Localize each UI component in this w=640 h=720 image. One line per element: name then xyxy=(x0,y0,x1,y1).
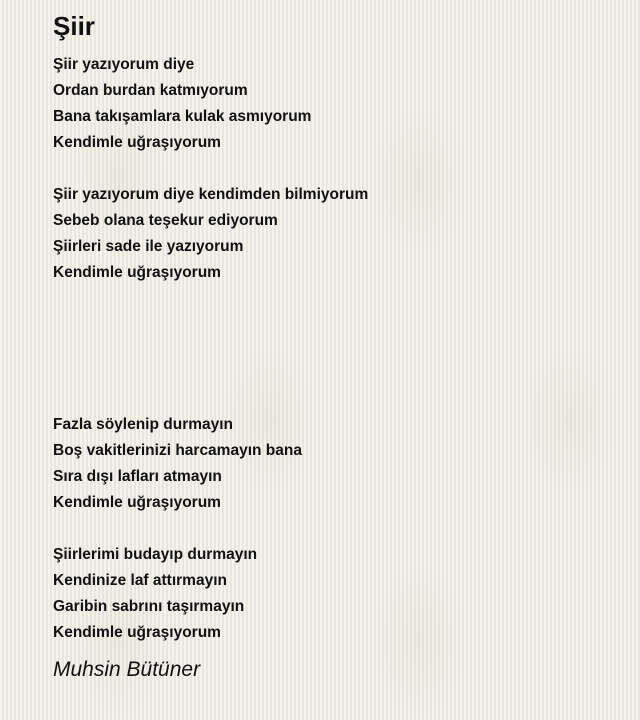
stanza-gap xyxy=(53,516,613,542)
poem-line: Kendimle uğraşıyorum xyxy=(53,494,221,511)
stanza-gap xyxy=(53,286,613,412)
stanza-gap xyxy=(53,156,613,182)
poem-line: Şiirleri sade ile yazıyorum xyxy=(53,238,244,255)
poem-line: Kendimle uğraşıyorum xyxy=(53,624,221,641)
stanza-4 xyxy=(53,542,613,646)
poem-line: Kendinize laf attırmayın xyxy=(53,572,227,589)
poem-line: Şiir yazıyorum diye xyxy=(53,56,195,73)
poem-line: Sebeb olana teşekur ediyorum xyxy=(53,212,278,229)
poem-line: Garibin sabrını taşırmayın xyxy=(53,598,245,615)
poem-line: Kendimle uğraşıyorum xyxy=(53,134,221,151)
poem-author: Muhsin Bütüner xyxy=(53,658,201,681)
poem-line: Ordan burdan katmıyorum xyxy=(53,82,248,99)
stanza-3 xyxy=(53,412,613,516)
poem-line: Boş vakitlerinizi harcamayın bana xyxy=(53,442,302,459)
poem-line: Şiirlerimi budayıp durmayın xyxy=(53,546,258,563)
poem-line: Fazla söylenip durmayın xyxy=(53,416,234,433)
poem-line: Sıra dışı lafları atmayın xyxy=(53,468,222,485)
poem-title: Şiir xyxy=(53,11,95,41)
poem-line: Kendimle uğraşıyorum xyxy=(53,264,221,281)
poem-line: Şiir yazıyorum diye kendimden bilmiyorum xyxy=(53,186,369,203)
poem-page xyxy=(53,10,613,684)
poem-line: Bana takışamlara kulak asmıyorum xyxy=(53,108,312,125)
stanza-1 xyxy=(53,52,613,156)
stanza-2 xyxy=(53,182,613,286)
